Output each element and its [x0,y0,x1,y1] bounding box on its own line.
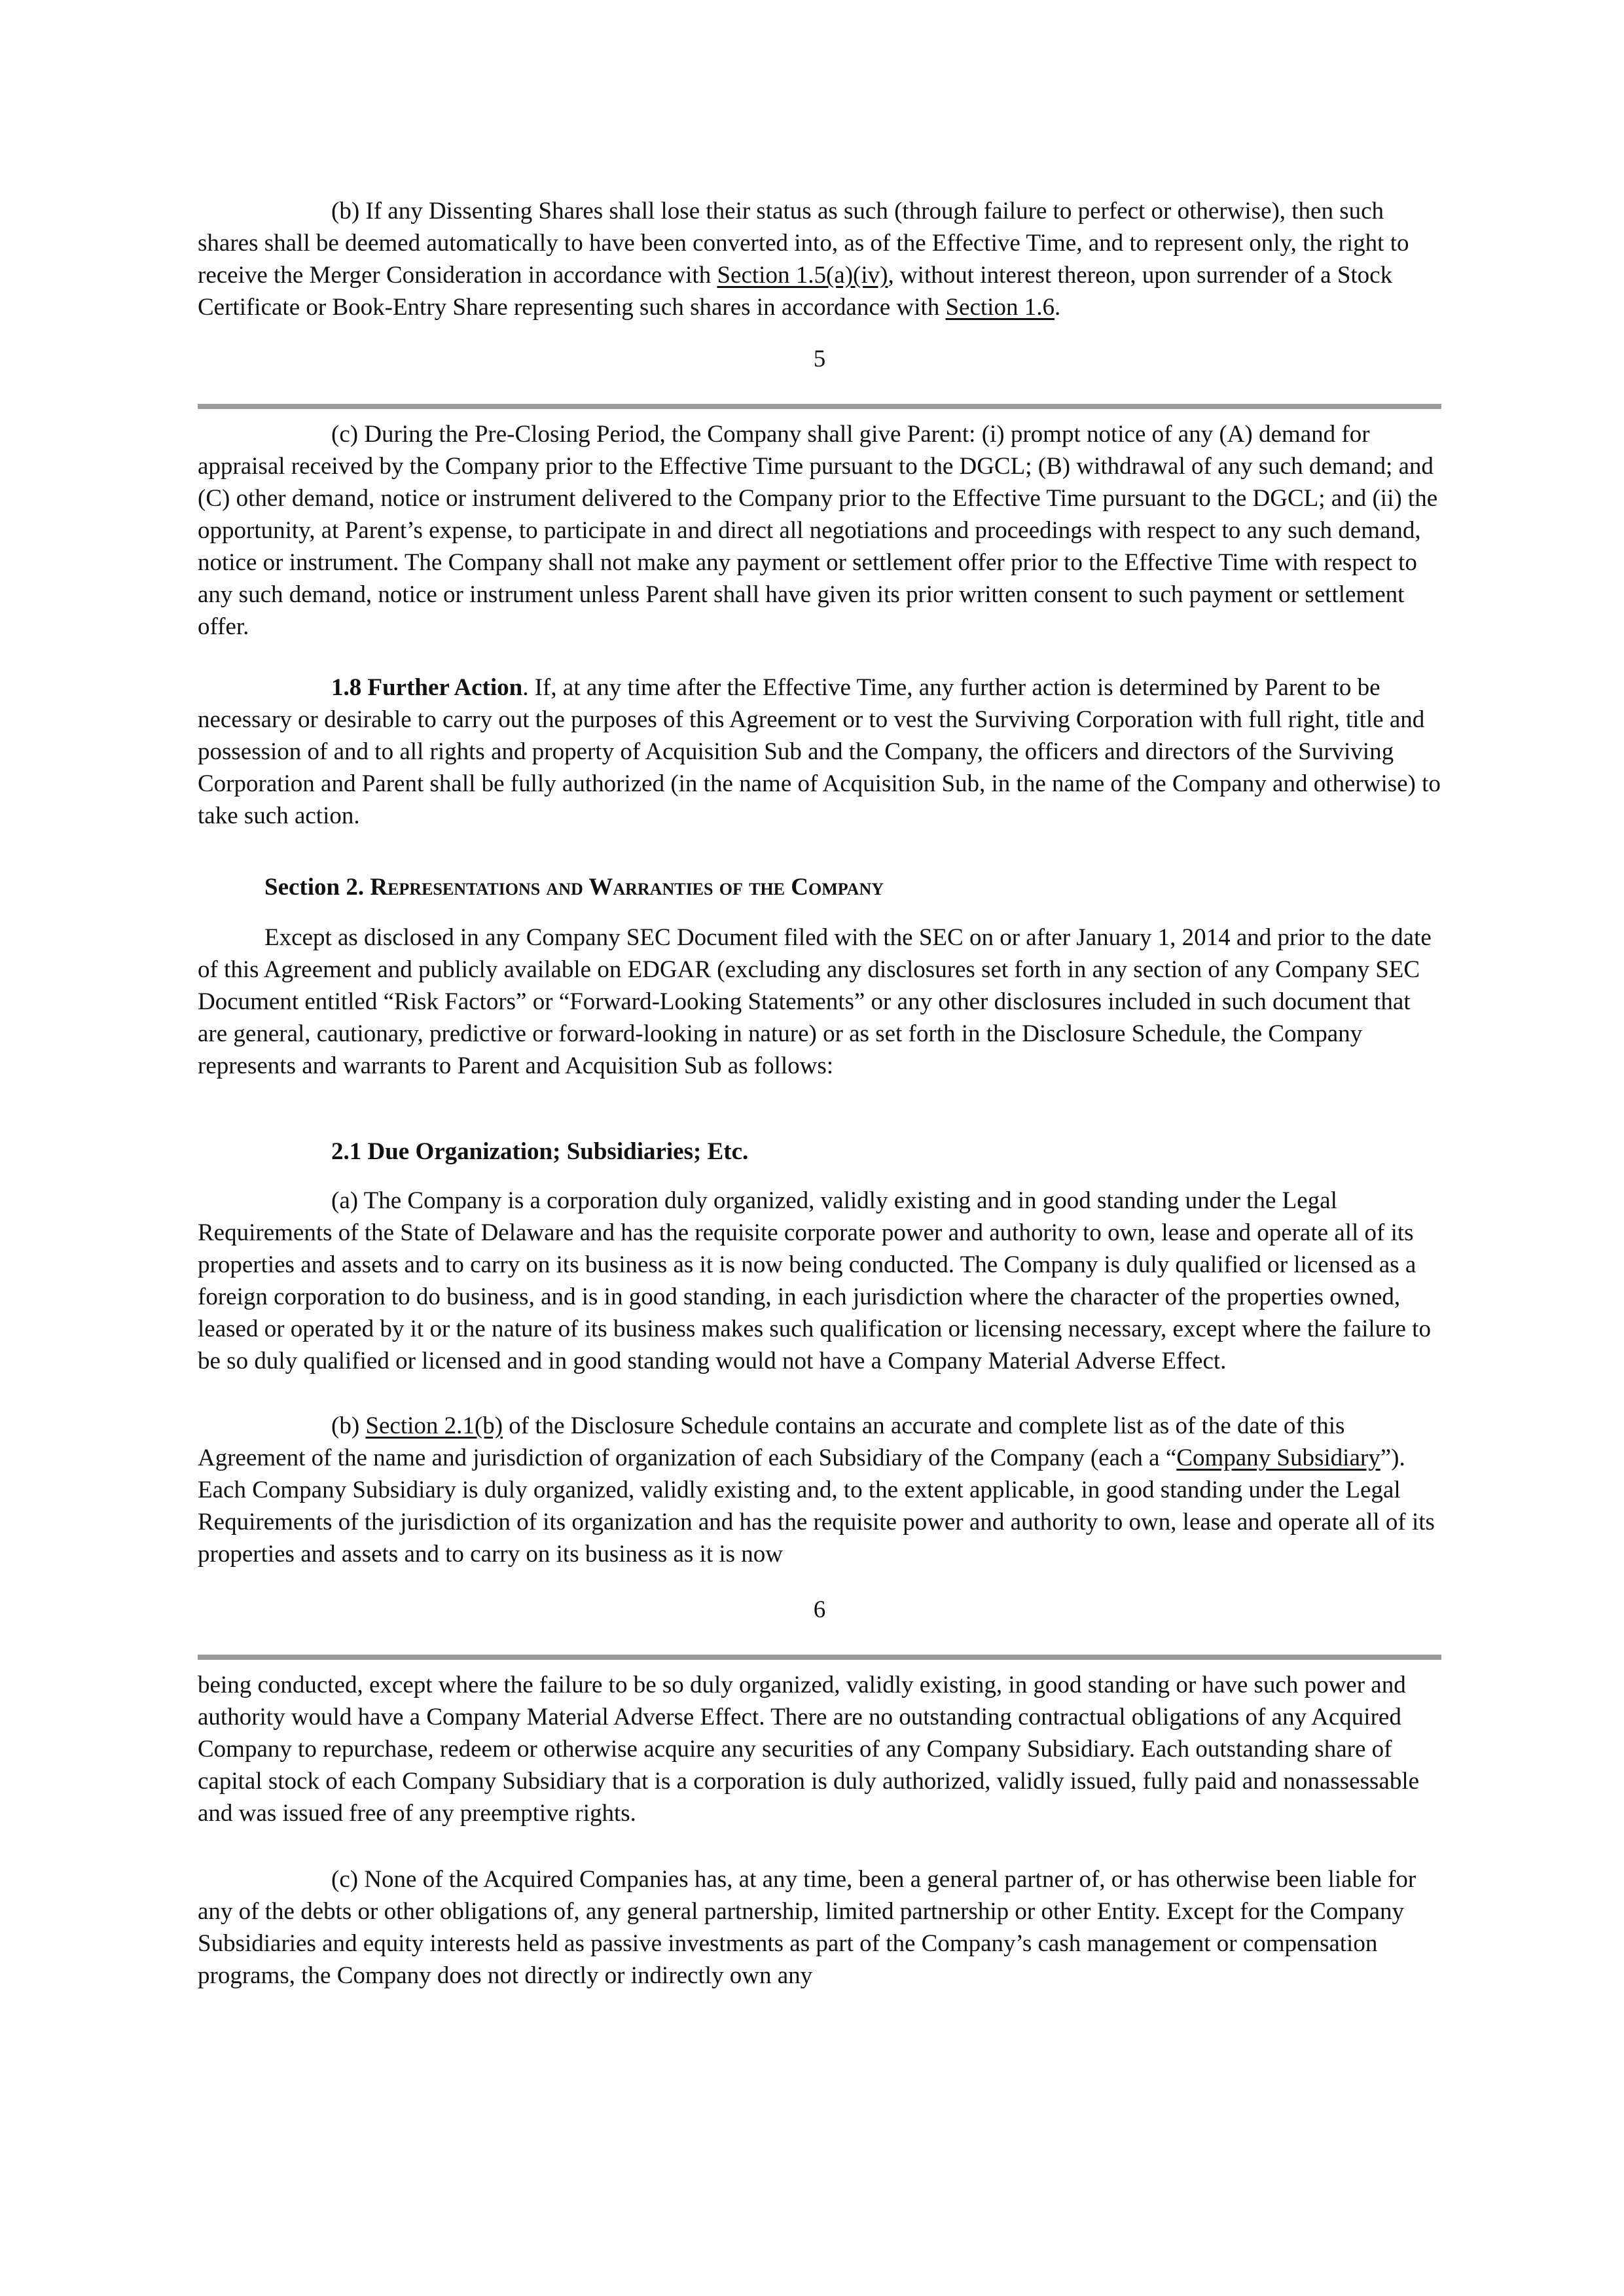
cross-reference-section-1-5-a-iv[interactable]: Section 1.5(a)(iv) [717,262,888,289]
paragraph-text: , without interest thereon, upon surrender of a Stock Certificate or Book-Entry Share representing such shares in accordance with [198,262,1393,321]
section-heading-1-8: 1.8 Further Action [331,674,523,701]
paragraph-section-2-intro: Except as disclosed in any Company SEC Document filed with the SEC on or after January 1, 2014 and prior to the date of this Agreement and publicly available on EDGAR (excluding any disclosures set forth in any section of any Company SEC Document entitled “Risk Factors” or “Forward-Looking Statements” or any other disclosures included in such document that are general, cautionary, predictive or forward-looking in nature) or as set forth in the Disclosure Schedule, the Company represents and warrants to Parent and Acquisition Sub as follows: [198,924,1432,1079]
cross-reference-section-1-6[interactable]: Section 1.6 [945,294,1055,321]
page-number-6: 6 [813,1596,826,1623]
paragraph-text: . If, at any time after the Effective Time, any further action is determined by Parent to be necessary or desirable to carry out the purposes of this Agreement or to vest the Surviving Corporation with full right, title and possession of and to all rights and property of Acquisition Sub and the Company, the officers and directors of the Surviving Corporation and Parent shall be fully authorized (in the name of Acquisition Sub, in the name of the Company and otherwise) to take such action. [198,674,1441,829]
section-heading-2-1: 2.1 Due Organization; Subsidiaries; Etc. [331,1138,749,1165]
page-number-5: 5 [813,346,826,372]
section-title: Representations and Warranties of the Company [370,874,884,901]
page-break-divider [198,404,1441,409]
paragraph-text: (b) [331,1412,366,1439]
paragraph-text: . [1054,294,1061,321]
paragraph-text: (b) If any Dissenting Shares shall lose their status as such (through failure to perfect or otherwise), then such shares shall be deemed automatically to have been converted into, as of the Effective Time, and to represent only, the right to receive the Merger Consideration in accordance with [198,198,1409,289]
document-page [198,195,1441,1992]
paragraph-1-7b [198,195,1441,323]
cross-reference-section-2-1-b[interactable]: Section 2.1(b) [365,1412,503,1439]
paragraph-2-1b [198,1410,1441,1570]
section-2-heading [198,871,1441,903]
page-break-divider [198,1655,1441,1660]
paragraph-text: ”). Each Company Subsidiary is duly organized, validly existing and, to the extent applicable, in good standing under the Legal Requirements of the jurisdiction of its organization and has the requisite power and authority to own, lease and operate all of its properties and assets and to carry on its business as it is now [198,1444,1435,1568]
paragraph-2-1a: (a) The Company is a corporation duly organized, validly existing and in good standing under the Legal Requirements of the State of Delaware and has the requisite corporate power and authority to own, lease and operate all of its properties and assets and to carry on its business as it is now being conducted. The Company is duly qualified or licensed as a foreign corporation to do business, and is in good standing, in each jurisdiction where the character of the properties owned, leased or operated by it or the nature of its business makes such qualification or licensing necessary, except where the failure to be so duly qualified or licensed and in good standing would not have a Company Material Adverse Effect. [198,1187,1431,1374]
defined-term-company-subsidiary: Company Subsidiary [1176,1444,1380,1471]
section-label: Section 2. [264,874,370,901]
paragraph-1-7c: (c) During the Pre-Closing Period, the Company shall give Parent: (i) prompt notice of any (A) demand for appraisal received by the Company prior to the Effective Time pursuant to the DGCL; (B) withdrawal of any such demand; and (C) other demand, notice or instrument delivered to the Company prior to the Effective Time pursuant to the DGCL; and (ii) the opportunity, at Parent’s expense, to participate in and direct all negotiations and proceedings with respect to any such demand, notice or instrument. The Company shall not make any payment or settlement offer prior to the Effective Time with respect to any such demand, notice or instrument unless Parent shall have given its prior written consent to such payment or settlement offer. [198,421,1438,640]
paragraph-2-1c: (c) None of the Acquired Companies has, at any time, been a general partner of, or has otherwise been liable for any of the debts or other obligations of, any general partnership, limited partnership or other Entity. Except for the Company Subsidiaries and equity interests held as passive investments as part of the Company’s cash management or compensation programs, the Company does not directly or indirectly own any [198,1866,1416,1989]
paragraph-text: of the Disclosure Schedule contains an accurate and complete list as of the date of this Agreement of the name and jurisdiction of organization of each Subsidiary of the Company (each a “ [198,1412,1345,1471]
paragraph-2-1b-continued: being conducted, except where the failure to be so duly organized, validly existing, in good standing or have such power and authority would have a Company Material Adverse Effect. There are no outstanding contractual obligations of any Acquired Company to repurchase, redeem or otherwise acquire any securities of any Company Subsidiary. Each outstanding share of capital stock of each Company Subsidiary that is a corporation is duly authorized, validly issued, fully paid and nonassessable and was issued free of any preemptive rights. [198,1672,1420,1827]
paragraph-1-8 [198,672,1441,832]
